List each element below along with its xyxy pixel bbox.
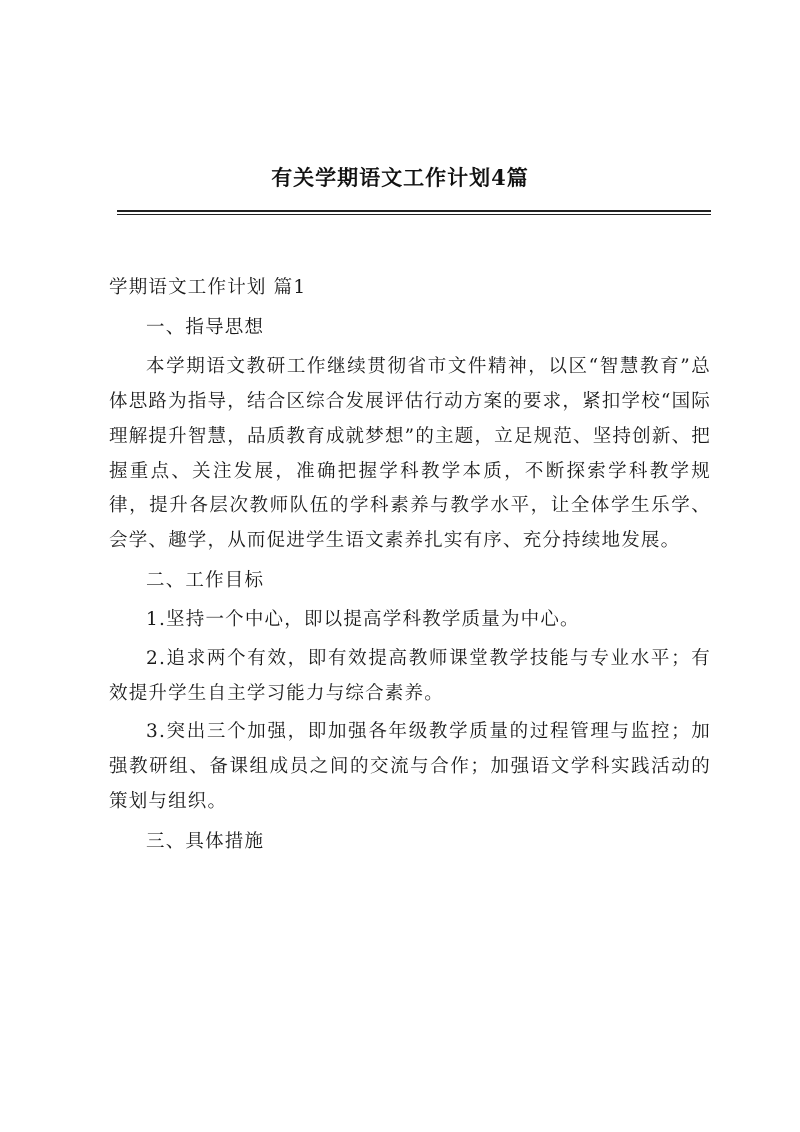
title-rule-thick	[117, 210, 711, 212]
heading-work-goals: 二、工作目标	[146, 569, 265, 591]
heading-guiding-ideology: 一、指导思想	[146, 316, 265, 338]
document-body	[109, 271, 711, 864]
paragraph-goal-3: 3.突出三个加强，即加强各年级教学质量的过程管理与监控；加强教研组、备课组成员之间的交流与合作；加强语文学科实践活动的策划与组织。	[109, 721, 711, 812]
heading-specific-measures: 三、具体措施	[146, 830, 265, 852]
section-title: 学期语文工作计划 篇1	[109, 277, 307, 298]
paragraph-goal-1: 1.坚持一个中心，即以提高学科教学质量为中心。	[146, 609, 580, 631]
paragraph-goal-2: 2.追求两个有效，即有效提高教师课堂教学技能与专业水平；有效提升学生自主学习能力与综合素养。	[109, 648, 711, 704]
title-rule-thin	[117, 214, 711, 215]
document-title: 有关学期语文工作计划4篇	[271, 165, 529, 190]
paragraph-guiding-ideology: 本学期语文教研工作继续贯彻省市文件精神，以区“智慧教育”总体思路为指导，结合区综合发展评估行动方案的要求，紧扣学校“国际理解提升智慧，品质教育成就梦想”的主题，立足规范、坚持创新、把握重点、关注发展，准确把握学科教学本质，不断探索学科教学规律，提升各层次教师队伍的学科素养与教学水平，让全体学生乐学、会学、趣学，从而促进学生语文素养扎实有序、充分持续地发展。	[109, 356, 711, 551]
